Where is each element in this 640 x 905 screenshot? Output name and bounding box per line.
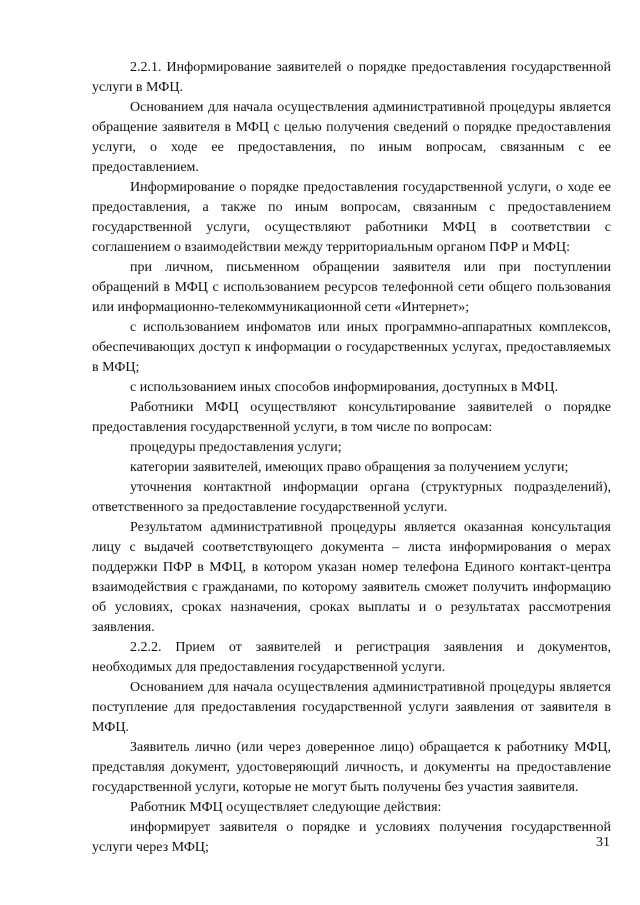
- list-item: уточнения контактной информации органа (структурных подразделений), ответственного за предоставление государственной услуги.: [92, 480, 611, 515]
- list-item: с использованием иных способов информирования, доступных в МФЦ.: [130, 380, 558, 395]
- paragraph: Работники МФЦ осуществляют консультирование заявителей о порядке предоставления государственной услуги, в том числе по вопросам:: [92, 400, 611, 435]
- list-item: категории заявителей, имеющих право обращения за получением услуги;: [130, 460, 569, 475]
- paragraph: Заявитель лично (или через доверенное лицо) обращается к работнику МФЦ, представляя документ, удостоверяющий личность, и документы на предоставление государственной услуги, которые не могут быть получены без участия заявителя.: [92, 740, 611, 795]
- section-heading-2-2-2: 2.2.2. Прием от заявителей и регистрация заявления и документов, необходимых для предоставления государственной услуги.: [92, 640, 611, 675]
- list-item: информирует заявителя о порядке и условиях получения государственной услуги через МФЦ;: [92, 820, 611, 855]
- paragraph: Информирование о порядке предоставления государственной услуги, о ходе ее предоставления, а также по иным вопросам, связанным с предоставлением государственной услуги, осуществляют работники МФЦ в соответствии с соглашением о взаимодействии между территориальным органом ПФР и МФЦ:: [92, 180, 611, 255]
- section-heading-2-2-1: 2.2.1. Информирование заявителей о порядке предоставления государственной услуги в МФЦ.: [92, 60, 611, 95]
- document-body: [92, 58, 611, 858]
- paragraph: Основанием для начала осуществления административной процедуры является поступление для предоставления государственной услуги заявления от заявителя в МФЦ.: [92, 680, 611, 735]
- paragraph: Результатом административной процедуры является оказанная консультация лицу с выдачей соответствующего документа – листа информирования о мерах поддержки ПФР в МФЦ, в котором указан номер телефона Единого контакт-центра взаимодействия с гражданами, по которому заявитель сможет получить информацию об условиях, сроках назначения, сроках выплаты и о результатах рассмотрения заявления.: [92, 520, 611, 635]
- list-item: процедуры предоставления услуги;: [130, 440, 342, 455]
- page-number: 31: [596, 835, 610, 850]
- list-item: с использованием инфоматов или иных программно-аппаратных комплексов, обеспечивающих доступ к информации о государственных услугах, предоставляемых в МФЦ;: [92, 320, 611, 375]
- paragraph: Основанием для начала осуществления административной процедуры является обращение заявителя в МФЦ с целью получения сведений о порядке предоставления услуги, о ходе ее предоставления, по иным вопросам, связанным с ее предоставлением.: [92, 100, 611, 175]
- paragraph: Работник МФЦ осуществляет следующие действия:: [130, 800, 442, 815]
- list-item: при личном, письменном обращении заявителя или при поступлении обращений в МФЦ с использованием ресурсов телефонной сети общего пользования или информационно-телекоммуникационной сети «Интернет»;: [92, 260, 611, 315]
